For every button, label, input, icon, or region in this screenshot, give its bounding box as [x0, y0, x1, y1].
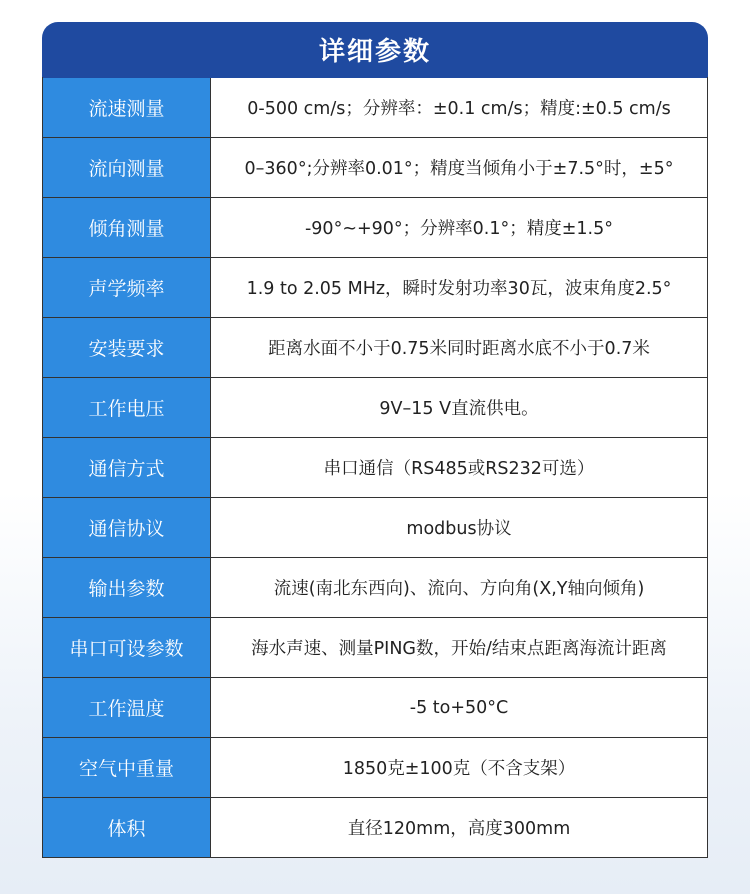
- table-row: [43, 377, 707, 437]
- row-value: 0–360°;分辨率0.01°；精度当倾角小于±7.5°时，±5°: [211, 138, 707, 197]
- row-label: 流速测量: [43, 78, 211, 137]
- row-label: 流向测量: [43, 138, 211, 197]
- row-label: 通信协议: [43, 498, 211, 557]
- row-value: 串口通信（RS485或RS232可选）: [211, 438, 707, 497]
- row-value: -5 to+50°C: [211, 678, 707, 737]
- table-row: [43, 317, 707, 377]
- row-label: 安装要求: [43, 318, 211, 377]
- table-row: [43, 677, 707, 737]
- row-label: 串口可设参数: [43, 618, 211, 677]
- spec-table-title: 详细参数: [42, 22, 708, 77]
- row-value: 直径120mm，高度300mm: [211, 798, 707, 857]
- table-row: [43, 797, 707, 857]
- row-label: 工作电压: [43, 378, 211, 437]
- row-label: 工作温度: [43, 678, 211, 737]
- spec-card: [42, 22, 708, 852]
- row-value: 1.9 to 2.05 MHz，瞬时发射功率30瓦，波束角度2.5°: [211, 258, 707, 317]
- row-value: 1850克±100克（不含支架）: [211, 738, 707, 797]
- spec-table: [42, 77, 708, 858]
- row-value: 流速(南北东西向)、流向、方向角(X,Y轴向倾角): [211, 558, 707, 617]
- table-row: [43, 497, 707, 557]
- row-label: 空气中重量: [43, 738, 211, 797]
- table-row: [43, 437, 707, 497]
- row-value: 0-500 cm/s；分辨率：±0.1 cm/s；精度:±0.5 cm/s: [211, 78, 707, 137]
- table-row: [43, 137, 707, 197]
- row-value: modbus协议: [211, 498, 707, 557]
- row-label: 体积: [43, 798, 211, 857]
- row-value: 9V–15 V直流供电。: [211, 378, 707, 437]
- row-value: 海水声速、测量PING数，开始/结束点距离海流计距离: [211, 618, 707, 677]
- table-row: [43, 197, 707, 257]
- table-row: [43, 737, 707, 797]
- table-row: [43, 617, 707, 677]
- row-value: -90°~+90°；分辨率0.1°；精度±1.5°: [211, 198, 707, 257]
- table-row: [43, 77, 707, 137]
- row-label: 倾角测量: [43, 198, 211, 257]
- row-label: 输出参数: [43, 558, 211, 617]
- table-row: [43, 257, 707, 317]
- row-label: 声学频率: [43, 258, 211, 317]
- row-label: 通信方式: [43, 438, 211, 497]
- row-value: 距离水面不小于0.75米同时距离水底不小于0.7米: [211, 318, 707, 377]
- table-row: [43, 557, 707, 617]
